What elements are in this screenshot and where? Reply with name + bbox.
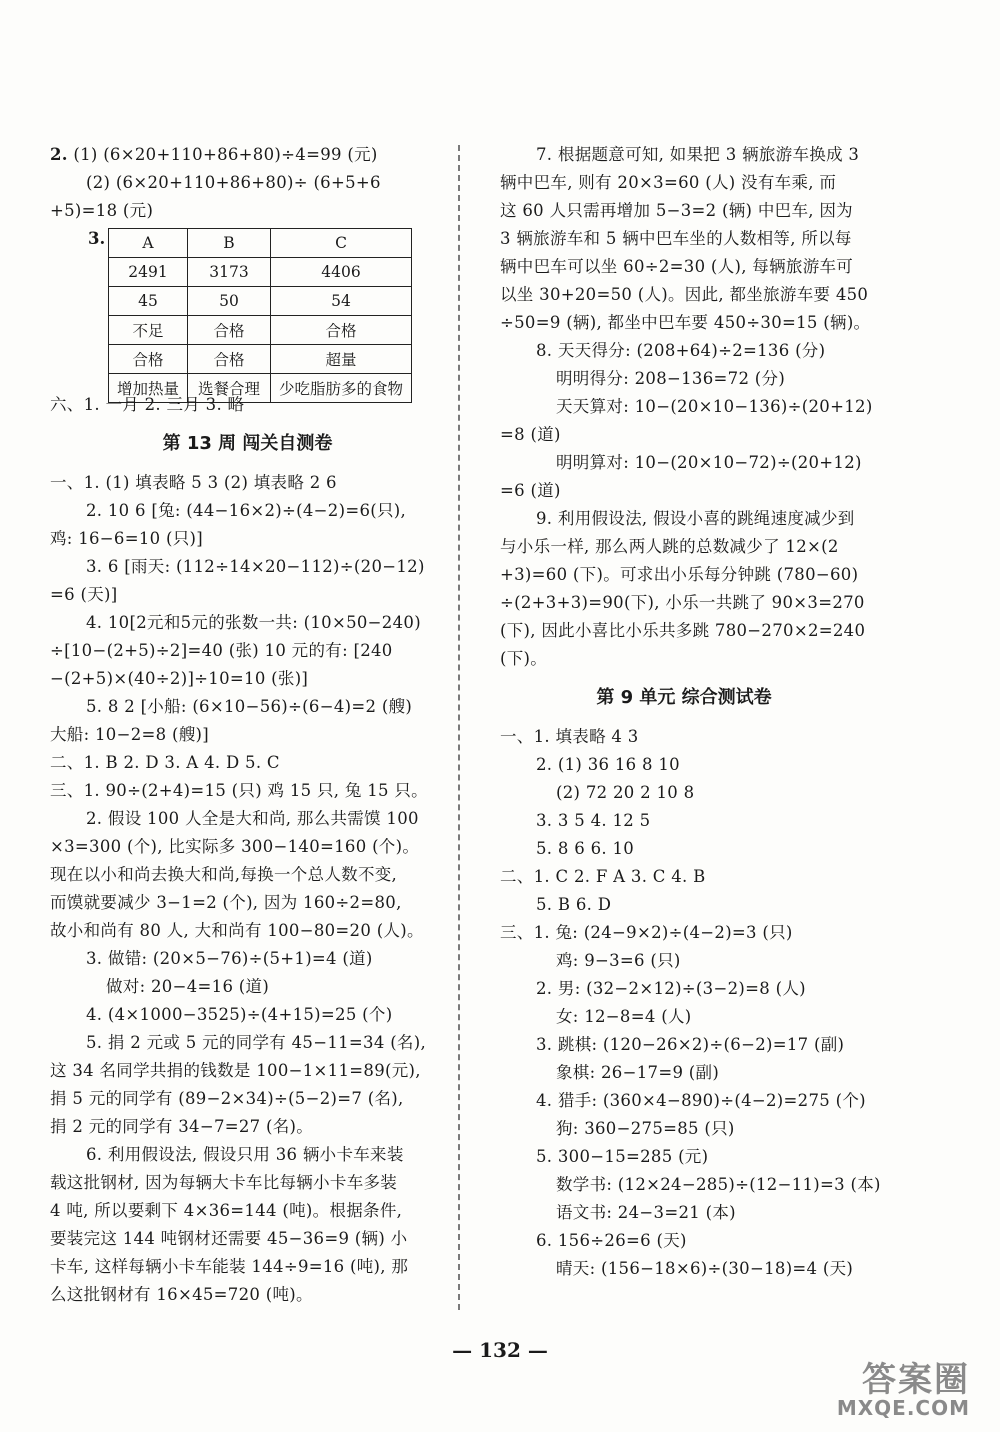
answer-line: 明明得分: 208−136=72 (分) <box>556 369 786 388</box>
answer-line: 4. 猎手: (360×4−890)÷(4−2)=275 (个) <box>536 1091 866 1110</box>
answer-line: 3. 跳棋: (120−26×2)÷(6−2)=17 (副) <box>536 1035 845 1054</box>
answer-line: 5. B 6. D <box>536 895 612 914</box>
watermark-logo <box>820 1352 980 1424</box>
table-cell: 不足 <box>109 316 188 345</box>
answer-line: 2. 10 6 [兔: (44−16×2)÷(4−2)=6(只), <box>86 501 407 520</box>
q3-label: 3. <box>88 229 106 248</box>
answer-line: (下)。 <box>500 649 548 668</box>
table-cell: C <box>271 229 412 258</box>
answer-line: 3. 做错: (20×5−76)÷(5+1)=4 (道) <box>86 949 373 968</box>
answer-line: 辆中巴车可以坐 60÷2=30 (人), 每辆旅游车可 <box>500 257 854 276</box>
table-cell: 增加热量 <box>109 374 188 403</box>
answer-line: =6 (天)] <box>50 585 118 604</box>
answer-line: 晴天: (156−18×6)÷(30−18)=4 (天) <box>556 1259 854 1278</box>
table-row <box>109 316 412 345</box>
table-cell: 选餐合理 <box>188 374 271 403</box>
answer-line: 大船: 10−2=8 (艘)] <box>50 725 210 744</box>
table-row <box>109 258 412 287</box>
answer-line: ÷50=9 (辆), 都坐中巴车要 450÷30=15 (辆)。 <box>500 313 871 332</box>
answer-line: 2. 男: (32−2×12)÷(3−2)=8 (人) <box>536 979 806 998</box>
answer-line: 女: 12−8=4 (人) <box>556 1007 692 1026</box>
answer-line: 以坐 30+20=50 (人)。因此, 都坐旅游车要 450 <box>500 285 869 304</box>
answer-line: 9. 利用假设法, 假设小喜的跳绳速度减少到 <box>536 509 855 528</box>
answer-line: 鸡: 16−6=10 (只)] <box>50 529 203 548</box>
answer-line: 这 60 人只需再增加 5−3=2 (辆) 中巴车, 因为 <box>500 201 853 220</box>
answer-line: 语文书: 24−3=21 (本) <box>556 1203 736 1222</box>
table-row <box>109 229 412 258</box>
table-cell: 2491 <box>109 258 188 287</box>
answer-line: 现在以小和尚去换大和尚,每换一个总人数不变, <box>50 865 398 884</box>
table-cell: 合格 <box>109 345 188 374</box>
watermark-text: MXQE.COM <box>836 1396 970 1420</box>
answer-line: (下), 因此小喜比小乐共多跳 780−270×2=240 <box>500 621 866 640</box>
answer-line: 一、1. 填表略 4 3 <box>500 727 639 746</box>
answer-line: 5. 8 6 6. 10 <box>536 839 635 858</box>
page-number: — 132 — <box>452 1338 548 1362</box>
table-cell: 少吃脂肪多的食物 <box>271 374 412 403</box>
answer-line: 鸡: 9−3=6 (只) <box>556 951 681 970</box>
answer-line: 与小乐一样, 那么两人跳的总数减少了 12×(2 <box>500 537 839 556</box>
table-cell: B <box>188 229 271 258</box>
answer-line: 8. 天天得分: (208+64)÷2=136 (分) <box>536 341 826 360</box>
answer-line: 5. 300−15=285 (元) <box>536 1147 709 1166</box>
answer-line: 天天算对: 10−(20×10−136)÷(20+12) <box>556 397 873 416</box>
answer-line: 5. 8 2 [小船: (6×10−56)÷(6−4)=2 (艘) <box>86 697 413 716</box>
section-six: 六、1. 一月 2. 三月 3. 略 <box>50 395 245 414</box>
answer-line: 6. 156÷26=6 (天) <box>536 1231 687 1250</box>
answer-line: 3. 6 [雨天: (112÷14×20−112)÷(20−12) <box>86 557 425 576</box>
answer-line: 2. (1) 36 16 8 10 <box>536 755 680 774</box>
answer-line: 4 吨, 所以要剩下 4×36=144 (吨)。根据条件, <box>50 1201 403 1220</box>
answer-line: 三、1. 90÷(2+4)=15 (只) 鸡 15 只, 兔 15 只。 <box>50 781 428 800</box>
watermark-glyph: 答案圈 <box>862 1360 970 1400</box>
answer-line: 这 34 名同学共捐的钱数是 100−1×11=89(元), <box>50 1061 421 1080</box>
answer-line: ÷(2+3+3)=90(下), 小乐一共跳了 90×3=270 <box>500 593 865 612</box>
answer-line: 一、1. (1) 填表略 5 3 (2) 填表略 2 6 <box>50 473 337 492</box>
table-cell: 4406 <box>271 258 412 287</box>
answer-line: 6. 利用假设法, 假设只用 36 辆小卡车来装 <box>86 1145 404 1164</box>
table-cell: A <box>109 229 188 258</box>
answer-line: =6 (道) <box>500 481 561 500</box>
answer-line: 数学书: (12×24−285)÷(12−11)=3 (本) <box>556 1175 881 1194</box>
answer-line: 捐 2 元的同学有 34−7=27 (名)。 <box>50 1117 314 1136</box>
table-row <box>109 345 412 374</box>
table-cell: 合格 <box>188 345 271 374</box>
answer-line: 辆中巴车, 则有 20×3=60 (人) 没有车乘, 而 <box>500 173 837 192</box>
answer-line: 3 辆旅游车和 5 辆中巴车坐的人数相等, 所以每 <box>500 229 852 248</box>
column-divider <box>458 145 460 1310</box>
answer-line: =8 (道) <box>500 425 561 444</box>
answer-line: 明明算对: 10−(20×10−72)÷(20+12) <box>556 453 862 472</box>
table-cell: 超量 <box>271 345 412 374</box>
table-cell: 50 <box>188 287 271 316</box>
answer-line: 而馍就要减少 3−1=2 (个), 因为 160÷2=80, <box>50 893 402 912</box>
answer-table <box>108 228 412 403</box>
answer-line: 狗: 360−275=85 (只) <box>556 1119 735 1138</box>
answer-line: +3)=60 (下)。可求出小乐每分钟跳 (780−60) <box>500 565 859 584</box>
answer-line: 载这批钢材, 因为每辆大卡车比每辆小卡车多装 <box>50 1173 398 1192</box>
q2-part2b: +5)=18 (元) <box>50 201 154 220</box>
answer-line: 故小和尚有 80 人, 大和尚有 100−80=20 (人)。 <box>50 921 424 940</box>
table-cell: 54 <box>271 287 412 316</box>
answer-line: 4. 10[2元和5元的张数一共: (10×50−240) <box>86 613 421 632</box>
answer-line: 么这批钢材有 16×45=720 (吨)。 <box>50 1285 313 1304</box>
answer-line: ÷[10−(2+5)÷2]=40 (张) 10 元的有: [240 <box>50 641 393 660</box>
section-heading-unit9: 第 9 单元 综合测试卷 <box>596 687 772 708</box>
table-cell: 45 <box>109 287 188 316</box>
answer-line: (2) 72 20 2 10 8 <box>556 783 695 802</box>
table-cell: 合格 <box>271 316 412 345</box>
answer-line: ×3=300 (个), 比实际多 300−140=160 (个)。 <box>50 837 420 856</box>
answer-line: −(2+5)×(40÷2)]÷10=10 (张)] <box>50 669 309 688</box>
answer-line: 卡车, 这样每辆小卡车能装 144÷9=16 (吨), 那 <box>50 1257 409 1276</box>
answer-line: 3. 3 5 4. 12 5 <box>536 811 651 830</box>
answer-line: 要装完这 144 吨钢材还需要 45−36=9 (辆) 小 <box>50 1229 408 1248</box>
answer-line: 二、1. B 2. D 3. A 4. D 5. C <box>50 753 280 772</box>
q2-part1: 2. (1) (6×20+110+86+80)÷4=99 (元) <box>50 145 378 164</box>
answer-line: 5. 捐 2 元或 5 元的同学有 45−11=34 (名), <box>86 1033 427 1052</box>
table-cell: 3173 <box>188 258 271 287</box>
answer-line: 4. (4×1000−3525)÷(4+15)=25 (个) <box>86 1005 393 1024</box>
q2-part2a: (2) (6×20+110+86+80)÷ (6+5+6 <box>86 173 381 192</box>
section-heading-week13: 第 13 周 闯关自测卷 <box>162 433 333 454</box>
answer-line: 7. 根据题意可知, 如果把 3 辆旅游车换成 3 <box>536 145 860 164</box>
answer-line: 象棋: 26−17=9 (副) <box>556 1063 720 1082</box>
answer-line: 捐 5 元的同学有 (89−2×34)÷(5−2)=7 (名), <box>50 1089 404 1108</box>
answer-line: 做对: 20−4=16 (道) <box>106 977 270 996</box>
q2-part1-text: (1) (6×20+110+86+80)÷4=99 (元) <box>73 145 378 164</box>
table-cell: 合格 <box>188 316 271 345</box>
answer-line: 二、1. C 2. F A 3. C 4. B <box>500 867 706 886</box>
answer-line: 2. 假设 100 人全是大和尚, 那么共需馍 100 <box>86 809 419 828</box>
answer-line: 三、1. 兔: (24−9×2)÷(4−2)=3 (只) <box>500 923 793 942</box>
table-row <box>109 287 412 316</box>
